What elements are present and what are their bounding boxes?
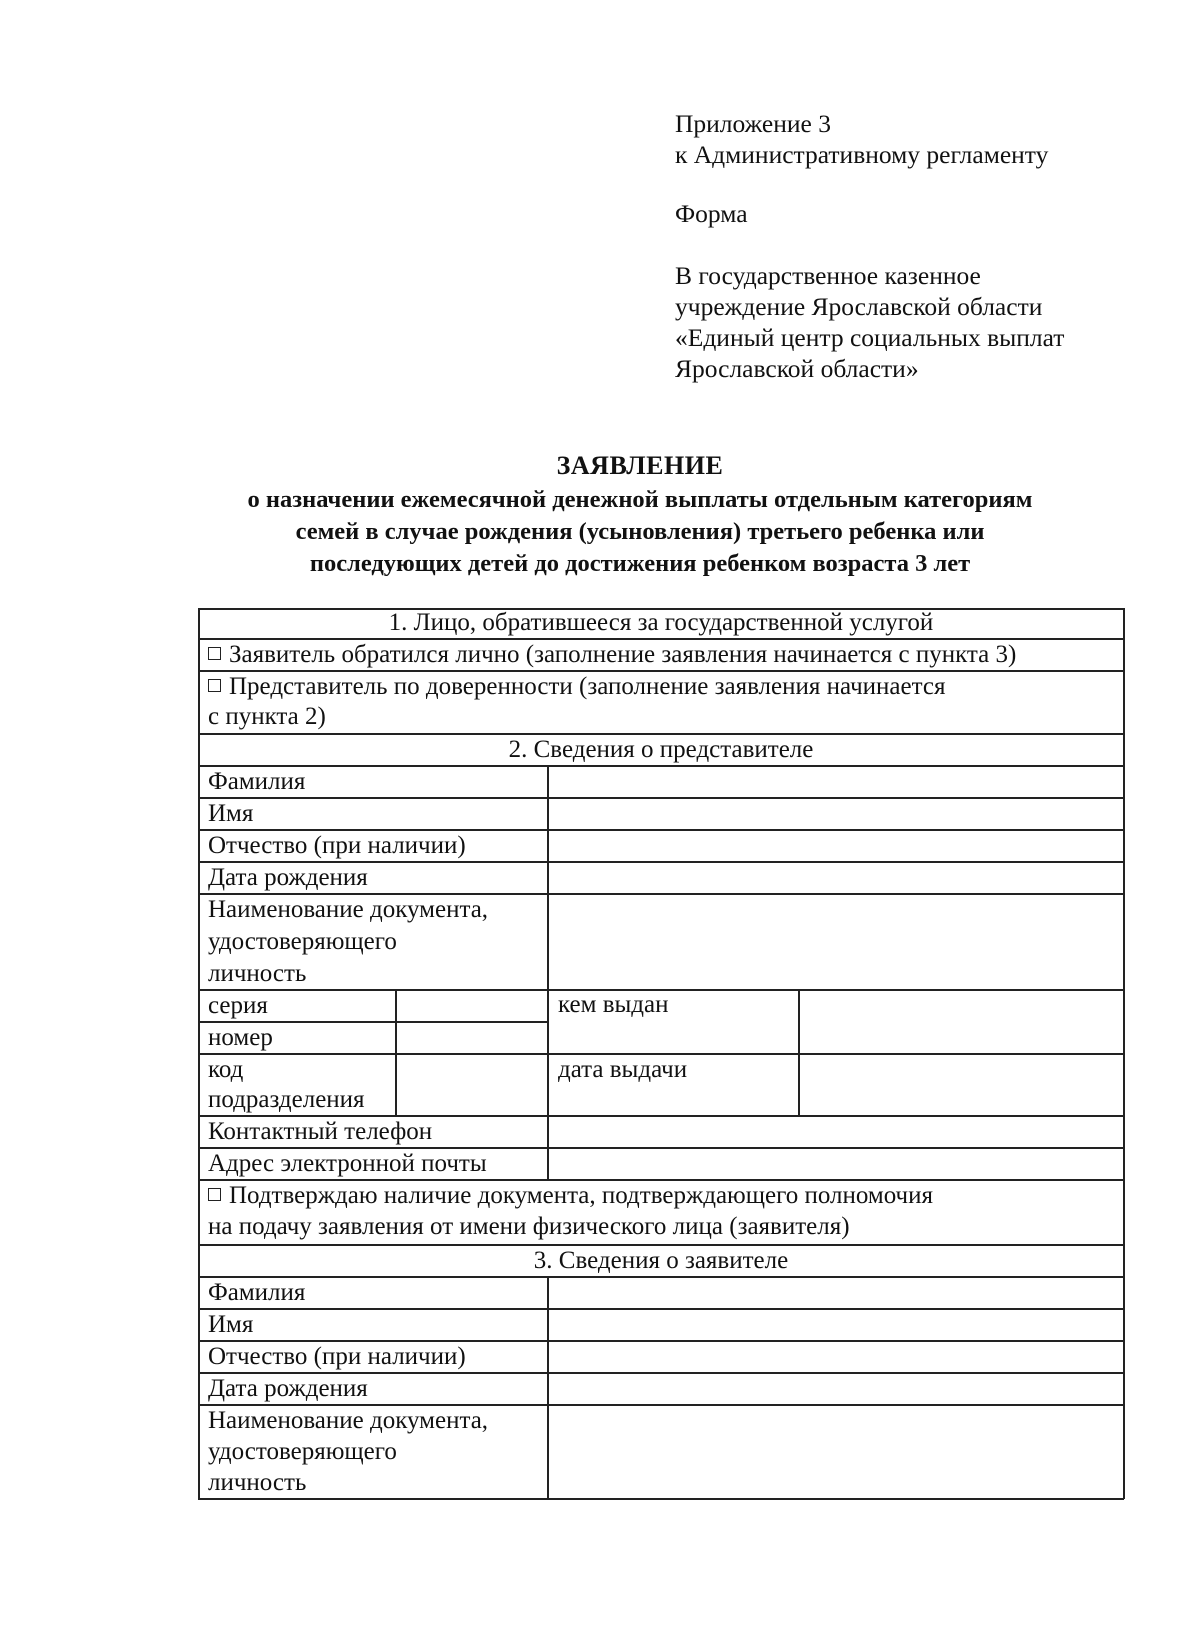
rep-doc-label: Наименование документа, <box>208 896 489 923</box>
confirm-authority <box>208 1180 933 1211</box>
rep-issue-date-label: дата выдачи <box>558 1056 688 1083</box>
checkbox-confirm-authority[interactable] <box>208 1188 221 1201</box>
section2-heading: 2. Сведения о представителе <box>508 736 814 763</box>
option-proxy-cont: с пункта 2) <box>208 703 326 730</box>
app-birthdate-label: Дата рождения <box>208 1375 368 1402</box>
rep-name-label: Имя <box>208 800 254 827</box>
rep-phone-label: Контактный телефон <box>208 1118 433 1145</box>
form-label: Форма <box>675 199 748 228</box>
app-surname-label: Фамилия <box>208 1279 306 1306</box>
app-doc-label: Наименование документа, <box>208 1407 489 1434</box>
application-form-table <box>198 608 1124 1498</box>
title-line: о назначении ежемесячной денежной выплаты отдельным категориям <box>247 486 1033 513</box>
title-line: семей в случае рождения (усыновления) третьего ребенка или <box>295 518 985 545</box>
recipient-line: Ярославской области» <box>675 354 919 383</box>
appendix-label: Приложение 3 <box>675 109 831 138</box>
rep-code-label: подразделения <box>208 1086 365 1113</box>
rep-series-label: серия <box>208 992 268 1019</box>
title-line: последующих детей до достижения ребенком возраста 3 лет <box>309 550 971 577</box>
option-proxy-label: Представитель по доверенности (заполнение заявления начинается <box>229 673 946 700</box>
rep-doc-label: удостоверяющего <box>208 928 397 955</box>
section1-heading: 1. Лицо, обратившееся за государственной услугой <box>388 609 934 636</box>
rep-email-label: Адрес электронной почты <box>208 1150 487 1177</box>
app-doc-label: личность <box>208 1469 307 1496</box>
rep-code-label: код <box>208 1056 244 1083</box>
confirm-authority-cont: на подачу заявления от имени физического лица (заявителя) <box>208 1213 850 1240</box>
section3-heading: 3. Сведения о заявителе <box>533 1247 789 1274</box>
rep-number-label: номер <box>208 1024 273 1051</box>
header-block <box>675 108 1155 384</box>
rep-patronymic-label: Отчество (при наличии) <box>208 832 466 859</box>
recipient-line: «Единый центр социальных выплат <box>675 323 1065 352</box>
app-patronymic-label: Отчество (при наличии) <box>208 1343 466 1370</box>
rep-surname-label: Фамилия <box>208 768 306 795</box>
confirm-authority-label: Подтверждаю наличие документа, подтверждающего полномочия <box>229 1182 934 1209</box>
rep-doc-label: личность <box>208 960 307 987</box>
rep-birthdate-label: Дата рождения <box>208 864 368 891</box>
document-title <box>160 450 1120 580</box>
app-doc-label: удостоверяющего <box>208 1438 397 1465</box>
rep-issued-by-label: кем выдан <box>558 991 669 1018</box>
checkbox-proxy[interactable] <box>208 679 221 692</box>
recipient-line: В государственное казенное <box>675 261 981 290</box>
title-main: ЗАЯВЛЕНИЕ <box>556 451 724 480</box>
regulation-label: к Административному регламенту <box>675 140 1049 169</box>
option-personal <box>208 639 1016 670</box>
checkbox-personal[interactable] <box>208 647 221 660</box>
app-name-label: Имя <box>208 1311 254 1338</box>
option-personal-label: Заявитель обратился лично (заполнение заявления начинается с пункта 3) <box>229 641 1017 668</box>
recipient-line: учреждение Ярославской области <box>675 292 1043 321</box>
option-proxy <box>208 671 945 702</box>
